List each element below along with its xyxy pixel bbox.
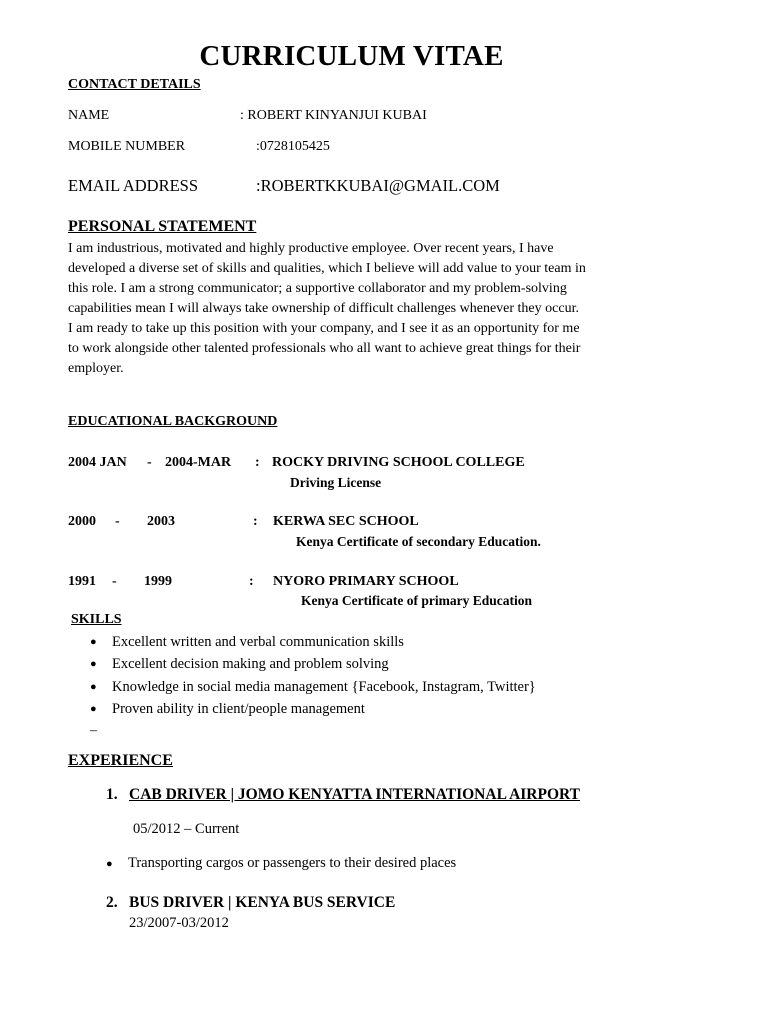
education-colon: :	[249, 574, 254, 589]
education-dash: -	[112, 574, 117, 589]
skill-text: Excellent decision making and problem solving	[112, 656, 389, 673]
personal-statement-heading: PERSONAL STATEMENT	[68, 218, 257, 235]
list-item	[90, 698, 536, 720]
job-duty: Transporting cargos or passengers to their desired places	[128, 855, 457, 871]
education-school: KERWA SEC SCHOOL	[273, 514, 419, 529]
statement-line: employer.	[68, 361, 124, 376]
education-end-date: 1999	[144, 574, 172, 589]
education-heading: EDUCATIONAL BACKGROUND	[68, 414, 278, 429]
bullet-icon: ●	[90, 680, 97, 693]
education-award: Kenya Certificate of primary Education	[301, 593, 532, 608]
education-colon: :	[255, 455, 260, 470]
bullet-icon: ●	[90, 636, 97, 648]
bullet-icon: ●	[106, 858, 113, 870]
education-school: ROCKY DRIVING SCHOOL COLLEGE	[272, 455, 525, 470]
skill-text: Proven ability in client/people management	[112, 700, 365, 717]
email-value: :ROBERTKKUBAI@GMAIL.COM	[256, 176, 500, 195]
bullet-icon: ●	[90, 702, 97, 715]
contact-details-heading: CONTACT DETAILS	[68, 77, 201, 92]
skills-list	[90, 631, 536, 720]
skill-text: Knowledge in social media management {Facebook, Instagram, Twitter}	[112, 678, 536, 695]
mobile-label: MOBILE NUMBER	[68, 139, 186, 154]
job-dates: 05/2012 – Current	[133, 821, 240, 837]
education-colon: :	[253, 514, 258, 529]
statement-line: this role. I am a strong communicator; a supportive collaborator and my problem-solving	[68, 281, 567, 296]
statement-line: developed a diverse set of skills and qualities, which I believe will add value to your team in	[68, 261, 586, 276]
personal-statement-text	[68, 239, 678, 379]
statement-line: I am industrious, motivated and highly productive employee. Over recent years, I have	[68, 241, 554, 256]
statement-line: capabilities mean I will always take ownership of difficult challenges whenever they occur.	[68, 301, 579, 316]
education-start-date: 1991	[68, 574, 96, 589]
list-item	[90, 631, 536, 653]
education-start-date: 2004 JAN	[68, 455, 127, 470]
education-dash: -	[147, 455, 152, 470]
job-title: BUS DRIVER | KENYA BUS SERVICE	[129, 894, 396, 911]
education-award: Kenya Certificate of secondary Education.	[296, 534, 541, 549]
job-number: 2.	[106, 894, 118, 911]
mobile-value: :0728105425	[256, 139, 330, 154]
education-award: Driving License	[290, 475, 382, 490]
job-title: CAB DRIVER | JOMO KENYATTA INTERNATIONAL AIRPORT	[129, 786, 580, 803]
skills-heading: SKILLS	[71, 612, 122, 627]
list-item	[90, 653, 536, 675]
trailing-dash: –	[90, 723, 97, 738]
email-label: EMAIL ADDRESS	[68, 176, 199, 195]
list-item	[90, 676, 536, 698]
name-value: : ROBERT KINYANJUI KUBAI	[240, 108, 427, 123]
skill-text: Excellent written and verbal communication skills	[112, 634, 404, 650]
statement-line: I am ready to take up this position with your company, and I see it as an opportunity for me	[68, 321, 580, 336]
education-school: NYORO PRIMARY SCHOOL	[273, 574, 459, 589]
education-start-date: 2000	[68, 514, 96, 529]
education-end-date: 2004-MAR	[165, 455, 232, 470]
name-label: NAME	[68, 108, 110, 123]
education-dash: -	[115, 514, 120, 529]
document-title: CURRICULUM VITAE	[199, 40, 504, 72]
statement-line: to work alongside other talented professionals who all want to achieve great things for their	[68, 341, 581, 356]
experience-heading: EXPERIENCE	[68, 752, 173, 769]
job-number: 1.	[106, 786, 118, 803]
job-dates: 23/2007-03/2012	[129, 915, 229, 931]
bullet-icon: ●	[90, 658, 97, 671]
education-end-date: 2003	[147, 514, 175, 529]
